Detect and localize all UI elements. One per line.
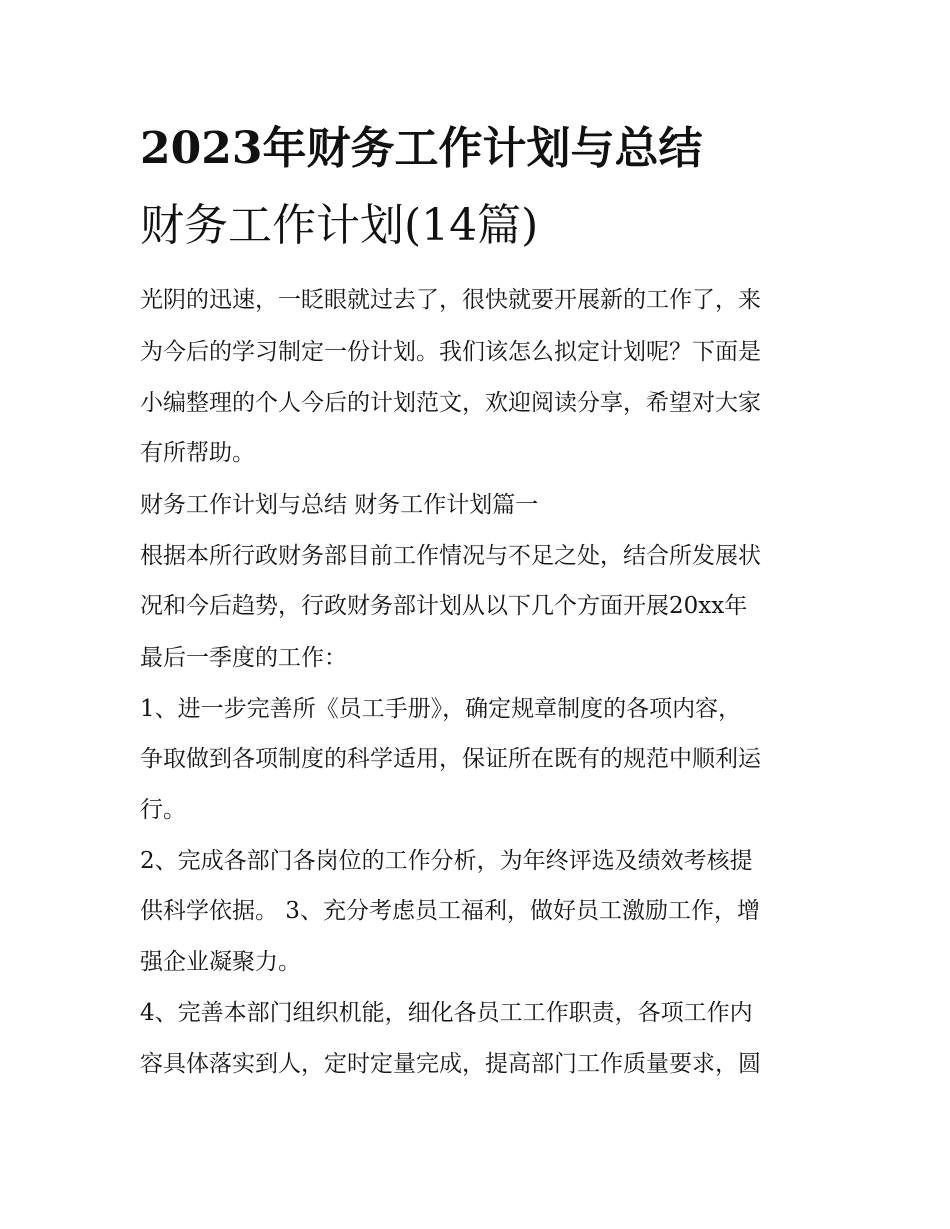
- list-item-line: 供科学依据。 3、充分考虑员工福利，做好员工激励工作，增: [140, 898, 760, 924]
- list-item-line: 行。: [140, 797, 186, 823]
- document-subtitle: 财务工作计划(14篇): [140, 200, 539, 251]
- paragraph-line: 最后一季度的工作：: [140, 645, 347, 671]
- list-item-line: 争取做到各项制度的科学适用，保证所在既有的规范中顺利运: [140, 746, 761, 772]
- paragraph-line: 况和今后趋势，行政财务部计划从以下几个方面开展20xx年: [140, 593, 748, 619]
- section-heading: 财务工作计划与总结 财务工作计划篇一: [140, 492, 539, 518]
- paragraph-line: 根据本所行政财务部目前工作情况与不足之处，结合所发展状: [140, 543, 761, 569]
- list-item-line: 4、完善本部门组织机能，细化各员工工作职责，各项工作内: [140, 1000, 753, 1026]
- list-item-line: 强企业凝聚力。: [140, 949, 301, 975]
- list-item-line: 1、进一步完善所《员工手册》，确定规章制度的各项内容，: [140, 696, 742, 722]
- intro-line: 小编整理的个人今后的计划范文，欢迎阅读分享，希望对大家: [140, 390, 761, 416]
- intro-line: 有所帮助。: [140, 440, 255, 466]
- document-title: 2023年财务工作计划与总结: [140, 123, 703, 174]
- list-item-line: 2、完成各部门各岗位的工作分析，为年终评选及绩效考核提: [140, 848, 753, 874]
- intro-line: 为今后的学习制定一份计划。我们该怎么拟定计划呢？下面是: [140, 339, 761, 365]
- list-item-line: 容具体落实到人，定时定量完成，提高部门工作质量要求，圆: [140, 1051, 761, 1077]
- intro-line: 光阴的迅速，一眨眼就过去了，很快就要开展新的工作了，来: [140, 287, 761, 313]
